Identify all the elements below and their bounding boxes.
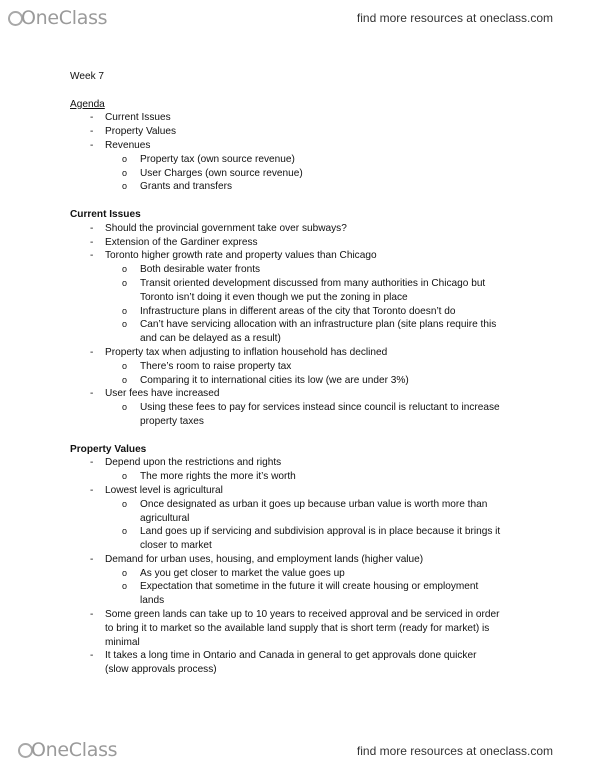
bullet-item: - User fees have increased [90, 388, 220, 400]
sub-bullet-item: o Using these fees to pay for services instead since council is reluctant to increase [122, 402, 500, 414]
logo-text: OneClass [21, 7, 108, 29]
agenda-subitem: o Property tax (own source revenue) [122, 153, 295, 165]
logo-text: OneClass [31, 739, 118, 761]
sub-bullet-item: o Comparing it to international cities its low (we are under 3%) [122, 374, 409, 386]
sub-bullet-continuation: Toronto isn’t doing it even though we put the zoning in place [140, 291, 408, 303]
bullet-item: - Demand for urban uses, housing, and employment lands (higher value) [90, 553, 424, 565]
header-tagline-link[interactable]: find more resources at oneclass.com [356, 11, 553, 25]
sub-bullet-item: o Land goes up if servicing and subdivision approval is in place because it brings it [122, 526, 501, 538]
bullet-continuation: to bring it to market so the available land supply that is short term (ready for market) is [105, 622, 490, 634]
sub-bullet-item: o The more rights the more it’s worth [122, 471, 296, 483]
agenda-heading: Agenda [70, 98, 105, 110]
sub-bullet-item: o Expectation that sometime in the future it will create housing or employment [122, 581, 479, 593]
bullet-continuation: minimal [105, 636, 140, 648]
current-issues-heading: Current Issues [70, 208, 141, 220]
sub-bullet-item: o Transit oriented development discussed from many authorities in Chicago but [122, 277, 486, 289]
sub-bullet-item: o Both desirable water fronts [122, 264, 261, 276]
bullet-item: - Toronto higher growth rate and property values than Chicago [90, 250, 377, 262]
sub-bullet-continuation: and can be delayed as a result) [140, 333, 281, 345]
sub-bullet-continuation: lands [140, 595, 165, 607]
agenda-subitem: o Grants and transfers [122, 181, 233, 193]
agenda-item: - Revenues [90, 139, 151, 151]
agenda-item: - Property Values [90, 126, 177, 138]
document-body [70, 70, 560, 677]
week-title: Week 7 [70, 71, 105, 82]
sub-bullet-continuation: agricultural [140, 512, 190, 524]
footer-tagline-link[interactable]: find more resources at oneclass.com [356, 744, 553, 758]
bullet-item: - Lowest level is agricultural [90, 484, 223, 496]
oneclass-logo-footer[interactable] [18, 739, 117, 761]
bullet-item: - Some green lands can take up to 10 years to received approval and be serviced in order [90, 609, 500, 621]
sub-bullet-item: o Infrastructure plans in different areas of the city that Toronto doesn’t do [122, 305, 456, 317]
property-values-heading: Property Values [70, 443, 147, 455]
sub-bullet-continuation: property taxes [140, 415, 204, 427]
bullet-item: - Extension of the Gardiner express [90, 236, 258, 248]
sub-bullet-item: o As you get closer to market the value goes up [122, 567, 345, 579]
bullet-continuation: (slow approvals process) [105, 664, 217, 676]
agenda-item: - Current Issues [90, 112, 171, 124]
bullet-item: - It takes a long time in Ontario and Canada in general to get approvals done quicker [90, 650, 477, 662]
sub-bullet-item: o There’s room to raise property tax [122, 360, 292, 372]
bullet-item: - Depend upon the restrictions and rights [90, 457, 282, 469]
sub-bullet-continuation: closer to market [140, 540, 212, 552]
agenda-subitem: o User Charges (own source revenue) [122, 167, 303, 179]
oneclass-logo[interactable] [8, 7, 107, 29]
bullet-item: - Property tax when adjusting to inflation household has declined [90, 346, 388, 358]
sub-bullet-item: o Once designated as urban it goes up because urban value is worth more than [122, 498, 488, 510]
bullet-item: - Should the provincial government take over subways? [90, 222, 347, 234]
sub-bullet-item: o Can’t have servicing allocation with an infrastructure plan (site plans require this [122, 319, 497, 331]
